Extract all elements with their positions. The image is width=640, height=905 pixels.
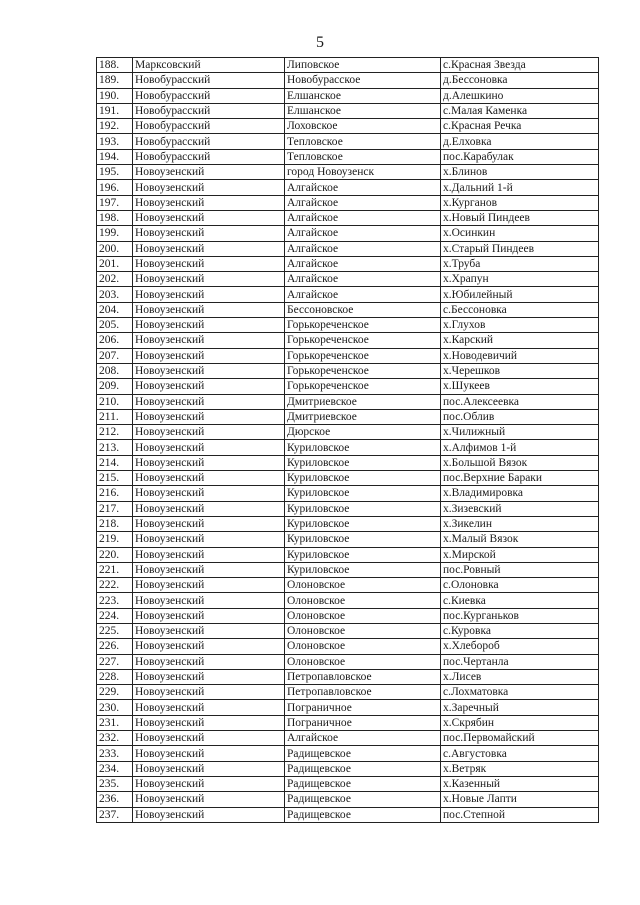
- table-row: [97, 486, 599, 501]
- locality-cell: с.Красная Звезда: [441, 58, 599, 73]
- row-number-cell: 206.: [97, 333, 133, 348]
- table-row: [97, 210, 599, 225]
- table-row: [97, 746, 599, 761]
- locality-cell: х.Скрябин: [441, 715, 599, 730]
- settlement-cell: Олоновское: [285, 639, 441, 654]
- row-number-cell: 204.: [97, 302, 133, 317]
- settlement-cell: Куриловское: [285, 516, 441, 531]
- locality-cell: х.Большой Вязок: [441, 455, 599, 470]
- locality-cell: пос.Степной: [441, 807, 599, 822]
- row-number-cell: 223.: [97, 593, 133, 608]
- row-number-cell: 224.: [97, 608, 133, 623]
- table-row: [97, 547, 599, 562]
- settlement-cell: Пограничное: [285, 715, 441, 730]
- district-cell: Новоузенский: [133, 425, 285, 440]
- settlement-cell: Петропавловское: [285, 669, 441, 684]
- table-row: [97, 379, 599, 394]
- settlement-cell: Олоновское: [285, 578, 441, 593]
- district-cell: Новоузенский: [133, 348, 285, 363]
- table-row: [97, 119, 599, 134]
- settlement-cell: Алгайское: [285, 241, 441, 256]
- settlement-cell: Горькореченское: [285, 363, 441, 378]
- settlement-cell: Алгайское: [285, 180, 441, 195]
- settlement-cell: Олоновское: [285, 593, 441, 608]
- settlement-cell: Пограничное: [285, 700, 441, 715]
- row-number-cell: 230.: [97, 700, 133, 715]
- table-row: [97, 776, 599, 791]
- district-cell: Новоузенский: [133, 486, 285, 501]
- locality-cell: х.Глухов: [441, 318, 599, 333]
- district-cell: Новоузенский: [133, 256, 285, 271]
- district-cell: Новоузенский: [133, 501, 285, 516]
- settlement-cell: Куриловское: [285, 486, 441, 501]
- table-row: [97, 532, 599, 547]
- district-cell: Новоузенский: [133, 685, 285, 700]
- district-cell: Марксовский: [133, 58, 285, 73]
- district-cell: Новоузенский: [133, 700, 285, 715]
- settlements-table: [96, 57, 599, 823]
- district-cell: Новоузенский: [133, 593, 285, 608]
- locality-cell: х.Юбилейный: [441, 287, 599, 302]
- table-row: [97, 578, 599, 593]
- locality-cell: пос.Чертанла: [441, 654, 599, 669]
- row-number-cell: 197.: [97, 195, 133, 210]
- row-number-cell: 193.: [97, 134, 133, 149]
- district-cell: Новоузенский: [133, 409, 285, 424]
- settlement-cell: Елшанское: [285, 103, 441, 118]
- row-number-cell: 210.: [97, 394, 133, 409]
- table-row: [97, 302, 599, 317]
- locality-cell: с.Киевка: [441, 593, 599, 608]
- table-row: [97, 639, 599, 654]
- table-row: [97, 88, 599, 103]
- table-row: [97, 792, 599, 807]
- district-cell: Новоузенский: [133, 776, 285, 791]
- table-row: [97, 180, 599, 195]
- settlement-cell: Алгайское: [285, 210, 441, 225]
- locality-cell: с.Малая Каменка: [441, 103, 599, 118]
- table-row: [97, 731, 599, 746]
- table-row: [97, 226, 599, 241]
- locality-cell: х.Алфимов 1-й: [441, 440, 599, 455]
- district-cell: Новоузенский: [133, 195, 285, 210]
- table-row: [97, 333, 599, 348]
- table-row: [97, 608, 599, 623]
- page-number: 5: [316, 34, 324, 51]
- district-cell: Новоузенский: [133, 333, 285, 348]
- locality-cell: пос.Алексеевка: [441, 394, 599, 409]
- locality-cell: х.Новый Пиндеев: [441, 210, 599, 225]
- locality-cell: пос.Верхние Бараки: [441, 471, 599, 486]
- settlement-cell: Новобурасское: [285, 73, 441, 88]
- district-cell: Новоузенский: [133, 363, 285, 378]
- settlement-cell: Дюрское: [285, 425, 441, 440]
- row-number-cell: 199.: [97, 226, 133, 241]
- district-cell: Новоузенский: [133, 180, 285, 195]
- settlement-cell: Олоновское: [285, 623, 441, 638]
- row-number-cell: 195.: [97, 165, 133, 180]
- table-row: [97, 241, 599, 256]
- locality-cell: с.Августовка: [441, 746, 599, 761]
- district-cell: Новобурасский: [133, 134, 285, 149]
- row-number-cell: 213.: [97, 440, 133, 455]
- district-cell: Новоузенский: [133, 608, 285, 623]
- table-row: [97, 516, 599, 531]
- table-row: [97, 195, 599, 210]
- row-number-cell: 189.: [97, 73, 133, 88]
- settlement-cell: Куриловское: [285, 440, 441, 455]
- table-row: [97, 623, 599, 638]
- locality-cell: х.Старый Пиндеев: [441, 241, 599, 256]
- row-number-cell: 237.: [97, 807, 133, 822]
- settlement-cell: Алгайское: [285, 287, 441, 302]
- row-number-cell: 200.: [97, 241, 133, 256]
- district-cell: Новоузенский: [133, 302, 285, 317]
- district-cell: Новобурасский: [133, 103, 285, 118]
- row-number-cell: 228.: [97, 669, 133, 684]
- table-row: [97, 501, 599, 516]
- settlement-cell: Елшанское: [285, 88, 441, 103]
- district-cell: Новоузенский: [133, 761, 285, 776]
- settlement-cell: Олоновское: [285, 654, 441, 669]
- table-row: [97, 58, 599, 73]
- table-row: [97, 73, 599, 88]
- row-number-cell: 202.: [97, 272, 133, 287]
- district-cell: Новоузенский: [133, 578, 285, 593]
- row-number-cell: 221.: [97, 562, 133, 577]
- locality-cell: х.Новые Лапти: [441, 792, 599, 807]
- locality-cell: пос.Облив: [441, 409, 599, 424]
- settlement-cell: Радищевское: [285, 792, 441, 807]
- district-cell: Новоузенский: [133, 654, 285, 669]
- table-row: [97, 562, 599, 577]
- settlement-cell: Дмитриевское: [285, 394, 441, 409]
- table-row: [97, 272, 599, 287]
- row-number-cell: 226.: [97, 639, 133, 654]
- row-number-cell: 225.: [97, 623, 133, 638]
- district-cell: Новоузенский: [133, 562, 285, 577]
- row-number-cell: 214.: [97, 455, 133, 470]
- locality-cell: пос.Ровный: [441, 562, 599, 577]
- locality-cell: х.Шукеев: [441, 379, 599, 394]
- settlement-cell: Куриловское: [285, 532, 441, 547]
- table-row: [97, 761, 599, 776]
- table-row: [97, 440, 599, 455]
- locality-cell: х.Малый Вязок: [441, 532, 599, 547]
- district-cell: Новоузенский: [133, 547, 285, 562]
- locality-cell: х.Зикелин: [441, 516, 599, 531]
- locality-cell: х.Черешков: [441, 363, 599, 378]
- district-cell: Новобурасский: [133, 73, 285, 88]
- settlement-cell: Алгайское: [285, 256, 441, 271]
- settlement-cell: Горькореченское: [285, 379, 441, 394]
- settlement-cell: Липовское: [285, 58, 441, 73]
- locality-cell: х.Владимировка: [441, 486, 599, 501]
- district-cell: Новоузенский: [133, 394, 285, 409]
- settlement-cell: Алгайское: [285, 731, 441, 746]
- row-number-cell: 191.: [97, 103, 133, 118]
- row-number-cell: 216.: [97, 486, 133, 501]
- locality-cell: х.Блинов: [441, 165, 599, 180]
- row-number-cell: 218.: [97, 516, 133, 531]
- district-cell: Новоузенский: [133, 792, 285, 807]
- settlement-cell: Куриловское: [285, 562, 441, 577]
- settlement-cell: Куриловское: [285, 547, 441, 562]
- district-cell: Новоузенский: [133, 379, 285, 394]
- row-number-cell: 217.: [97, 501, 133, 516]
- district-cell: Новоузенский: [133, 669, 285, 684]
- row-number-cell: 208.: [97, 363, 133, 378]
- row-number-cell: 198.: [97, 210, 133, 225]
- district-cell: Новоузенский: [133, 287, 285, 302]
- locality-cell: с.Бессоновка: [441, 302, 599, 317]
- table-row: [97, 134, 599, 149]
- locality-cell: пос.Карабулак: [441, 149, 599, 164]
- district-cell: Новоузенский: [133, 731, 285, 746]
- table-row: [97, 715, 599, 730]
- settlement-cell: Радищевское: [285, 776, 441, 791]
- table-row: [97, 807, 599, 822]
- district-cell: Новоузенский: [133, 807, 285, 822]
- row-number-cell: 196.: [97, 180, 133, 195]
- row-number-cell: 205.: [97, 318, 133, 333]
- district-cell: Новоузенский: [133, 516, 285, 531]
- settlement-cell: Горькореченское: [285, 333, 441, 348]
- row-number-cell: 211.: [97, 409, 133, 424]
- settlement-cell: Радищевское: [285, 761, 441, 776]
- row-number-cell: 188.: [97, 58, 133, 73]
- locality-cell: с.Куровка: [441, 623, 599, 638]
- table-row: [97, 593, 599, 608]
- locality-cell: х.Карский: [441, 333, 599, 348]
- row-number-cell: 233.: [97, 746, 133, 761]
- settlement-cell: Дмитриевское: [285, 409, 441, 424]
- row-number-cell: 234.: [97, 761, 133, 776]
- table-row: [97, 409, 599, 424]
- row-number-cell: 229.: [97, 685, 133, 700]
- table-row: [97, 685, 599, 700]
- table-row: [97, 700, 599, 715]
- locality-cell: х.Новодевичий: [441, 348, 599, 363]
- table-row: [97, 363, 599, 378]
- settlement-cell: Куриловское: [285, 471, 441, 486]
- locality-cell: х.Мирской: [441, 547, 599, 562]
- locality-cell: х.Чилижный: [441, 425, 599, 440]
- locality-cell: с.Олоновка: [441, 578, 599, 593]
- table-row: [97, 425, 599, 440]
- table-row: [97, 471, 599, 486]
- row-number-cell: 209.: [97, 379, 133, 394]
- table-row: [97, 103, 599, 118]
- locality-cell: х.Дальний 1-й: [441, 180, 599, 195]
- settlement-cell: город Новоузенск: [285, 165, 441, 180]
- table-row: [97, 318, 599, 333]
- settlement-cell: Тепловское: [285, 149, 441, 164]
- table-row: [97, 256, 599, 271]
- settlement-cell: Алгайское: [285, 226, 441, 241]
- table-row: [97, 455, 599, 470]
- district-cell: Новоузенский: [133, 226, 285, 241]
- district-cell: Новобурасский: [133, 149, 285, 164]
- district-cell: Новоузенский: [133, 532, 285, 547]
- locality-cell: х.Ветряк: [441, 761, 599, 776]
- table-row: [97, 287, 599, 302]
- district-cell: Новобурасский: [133, 119, 285, 134]
- locality-cell: х.Казенный: [441, 776, 599, 791]
- settlement-cell: Алгайское: [285, 272, 441, 287]
- locality-cell: с.Красная Речка: [441, 119, 599, 134]
- table-row: [97, 165, 599, 180]
- locality-cell: х.Храпун: [441, 272, 599, 287]
- district-cell: Новоузенский: [133, 715, 285, 730]
- settlement-cell: Горькореченское: [285, 318, 441, 333]
- row-number-cell: 215.: [97, 471, 133, 486]
- table-body: [97, 58, 599, 823]
- locality-cell: х.Заречный: [441, 700, 599, 715]
- settlement-cell: Лоховское: [285, 119, 441, 134]
- locality-cell: пос.Первомайский: [441, 731, 599, 746]
- locality-cell: д.Бессоновка: [441, 73, 599, 88]
- locality-cell: д.Алешкино: [441, 88, 599, 103]
- row-number-cell: 194.: [97, 149, 133, 164]
- table-row: [97, 348, 599, 363]
- locality-cell: х.Лисев: [441, 669, 599, 684]
- district-cell: Новоузенский: [133, 440, 285, 455]
- table-row: [97, 654, 599, 669]
- settlement-cell: Алгайское: [285, 195, 441, 210]
- row-number-cell: 235.: [97, 776, 133, 791]
- locality-cell: с.Лохматовка: [441, 685, 599, 700]
- settlement-cell: Тепловское: [285, 134, 441, 149]
- locality-cell: пос.Курганьков: [441, 608, 599, 623]
- row-number-cell: 190.: [97, 88, 133, 103]
- locality-cell: х.Зизевский: [441, 501, 599, 516]
- locality-cell: х.Хлебороб: [441, 639, 599, 654]
- settlement-cell: Куриловское: [285, 455, 441, 470]
- row-number-cell: 207.: [97, 348, 133, 363]
- district-cell: Новоузенский: [133, 241, 285, 256]
- row-number-cell: 203.: [97, 287, 133, 302]
- district-cell: Новоузенский: [133, 623, 285, 638]
- locality-cell: д.Елховка: [441, 134, 599, 149]
- table-row: [97, 149, 599, 164]
- row-number-cell: 220.: [97, 547, 133, 562]
- row-number-cell: 236.: [97, 792, 133, 807]
- district-cell: Новоузенский: [133, 639, 285, 654]
- district-cell: Новоузенский: [133, 471, 285, 486]
- settlement-cell: Куриловское: [285, 501, 441, 516]
- locality-cell: х.Курганов: [441, 195, 599, 210]
- table-row: [97, 394, 599, 409]
- district-cell: Новоузенский: [133, 165, 285, 180]
- row-number-cell: 232.: [97, 731, 133, 746]
- district-cell: Новоузенский: [133, 272, 285, 287]
- settlement-cell: Горькореченское: [285, 348, 441, 363]
- row-number-cell: 201.: [97, 256, 133, 271]
- row-number-cell: 222.: [97, 578, 133, 593]
- district-cell: Новоузенский: [133, 455, 285, 470]
- row-number-cell: 231.: [97, 715, 133, 730]
- locality-cell: х.Труба: [441, 256, 599, 271]
- row-number-cell: 219.: [97, 532, 133, 547]
- district-cell: Новоузенский: [133, 318, 285, 333]
- district-cell: Новобурасский: [133, 88, 285, 103]
- settlement-cell: Радищевское: [285, 746, 441, 761]
- settlement-cell: Бессоновское: [285, 302, 441, 317]
- row-number-cell: 192.: [97, 119, 133, 134]
- district-cell: Новоузенский: [133, 210, 285, 225]
- row-number-cell: 212.: [97, 425, 133, 440]
- settlement-cell: Радищевское: [285, 807, 441, 822]
- settlement-cell: Олоновское: [285, 608, 441, 623]
- row-number-cell: 227.: [97, 654, 133, 669]
- table-row: [97, 669, 599, 684]
- locality-cell: х.Осинкин: [441, 226, 599, 241]
- settlement-cell: Петропавловское: [285, 685, 441, 700]
- district-cell: Новоузенский: [133, 746, 285, 761]
